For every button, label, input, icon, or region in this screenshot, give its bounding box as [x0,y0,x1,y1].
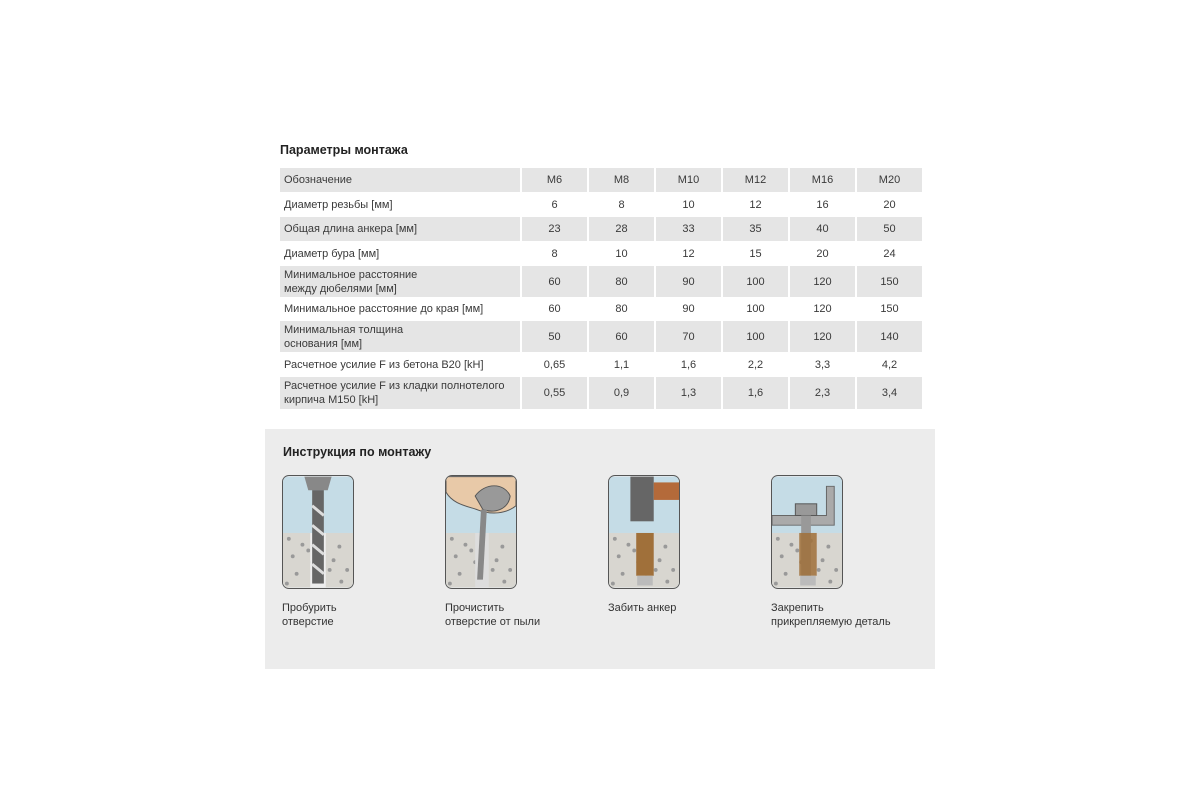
cell-value: 100 [723,266,788,297]
cell-value: 10 [589,241,654,266]
cell-value: 0,65 [522,352,587,377]
cell-value: 80 [589,297,654,321]
row-label: Расчетное усилие F из бетона B20 [kH] [280,352,520,377]
instructions-title: Инструкция по монтажу [283,445,432,459]
cell-value: 80 [589,266,654,297]
step-caption: Прочистить отверстие от пыли [445,602,541,628]
cell-value: 140 [857,321,922,352]
install-step [771,475,911,629]
cell-value: 20 [857,192,922,217]
cell-value: 90 [656,297,721,321]
cell-value: M20 [857,168,922,192]
cell-value: 20 [790,241,855,266]
fasten-icon [771,475,843,589]
cell-value: 24 [857,241,922,266]
cell-value: M12 [723,168,788,192]
hammer-icon [608,475,680,589]
blow-out-icon [445,475,517,589]
cell-value: 0,9 [589,377,654,409]
cell-value: M10 [656,168,721,192]
cell-value: 90 [656,266,721,297]
cell-value: 120 [790,266,855,297]
install-step [445,475,585,629]
cell-value: M8 [589,168,654,192]
cell-value: 6 [522,192,587,217]
install-step [282,475,422,629]
table-row [280,352,922,377]
table-row [280,266,922,297]
cell-value: 150 [857,266,922,297]
cell-value: 28 [589,217,654,241]
cell-value: 10 [656,192,721,217]
step-caption: Забить анкер [608,602,677,614]
cell-value: 60 [589,321,654,352]
cell-value: 23 [522,217,587,241]
step-caption: Пробурить отверстие [282,602,337,628]
cell-value: 40 [790,217,855,241]
cell-value: 8 [522,241,587,266]
cell-value: 100 [723,321,788,352]
params-title: Параметры монтажа [280,143,408,157]
row-label: Общая длина анкера [мм] [280,217,520,241]
cell-value: 1,6 [723,377,788,409]
cell-value: 60 [522,266,587,297]
install-step [608,475,748,615]
row-label: Диаметр бура [мм] [280,241,520,266]
cell-value: 150 [857,297,922,321]
row-label: Минимальная толщина основания [мм] [280,321,520,352]
table-row [280,192,922,217]
cell-value: 4,2 [857,352,922,377]
row-label: Минимальное расстояние до края [мм] [280,297,520,321]
table-row [280,217,922,241]
cell-value: 120 [790,321,855,352]
cell-value: 0,55 [522,377,587,409]
cell-value: 50 [857,217,922,241]
table-header [280,168,922,192]
cell-value: 12 [723,192,788,217]
cell-value: 16 [790,192,855,217]
table-row [280,321,922,352]
cell-value: 70 [656,321,721,352]
cell-value: 8 [589,192,654,217]
cell-value: M16 [790,168,855,192]
cell-value: 12 [656,241,721,266]
row-label: Расчетное усилие F из кладки полнотелого кирпича M150 [kH] [280,377,520,409]
cell-value: 50 [522,321,587,352]
table-row [280,297,922,321]
row-label: Диаметр резьбы [мм] [280,192,520,217]
cell-value: M6 [522,168,587,192]
cell-value: 2,2 [723,352,788,377]
step-caption: Закрепить прикрепляемую деталь [771,602,891,628]
instructions-panel [265,429,935,669]
cell-value: 1,1 [589,352,654,377]
cell-value: 120 [790,297,855,321]
cell-value: 3,4 [857,377,922,409]
cell-value: 100 [723,297,788,321]
drill-icon [282,475,354,589]
cell-value: 1,6 [656,352,721,377]
cell-value: 15 [723,241,788,266]
cell-value: 35 [723,217,788,241]
cell-value: 3,3 [790,352,855,377]
cell-value: 60 [522,297,587,321]
table-row [280,241,922,266]
row-label: Минимальное расстояние между дюбелями [мм] [280,266,520,297]
cell-value: 33 [656,217,721,241]
params-table [278,168,924,409]
row-label: Обозначение [280,168,520,192]
cell-value: 2,3 [790,377,855,409]
cell-value: 1,3 [656,377,721,409]
table-row [280,377,922,409]
